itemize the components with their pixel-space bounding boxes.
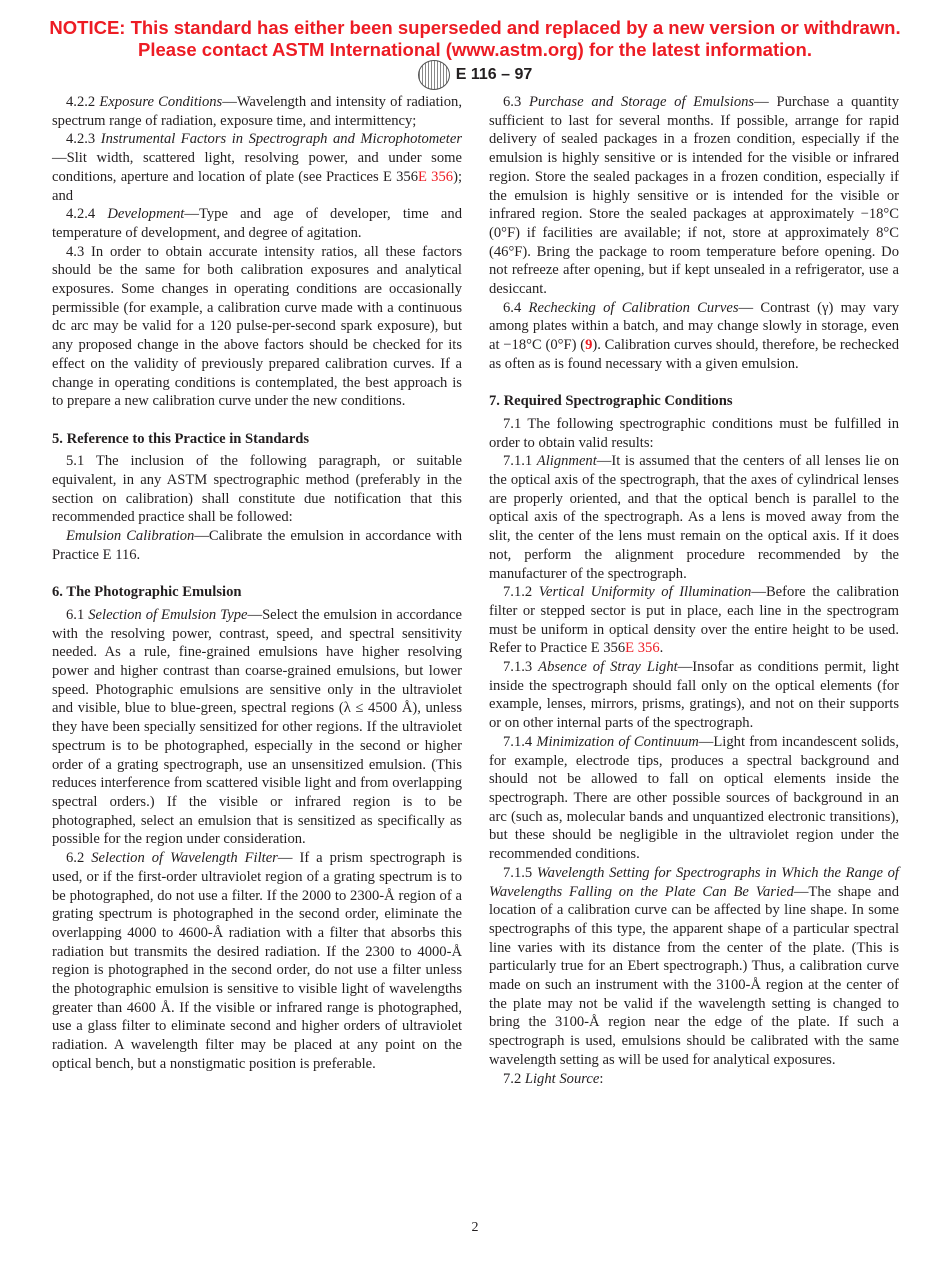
section-heading	[489, 392, 899, 411]
paragraph-title: Wavelength Setting for Spectrographs in Which the Range of Wavelengths Falling on the Plate Can Be Varied	[489, 864, 899, 900]
reference-link[interactable]: E 356	[625, 640, 660, 657]
paragraph	[489, 658, 899, 733]
right-column	[489, 93, 899, 1088]
paragraph-title: Vertical Uniformity of Illumination	[538, 584, 752, 601]
paragraph	[52, 93, 462, 130]
standard-designation: E 116 – 97	[455, 66, 533, 84]
text-run: 7.1 The following spectrographic conditions must be fulfilled in order to obtain valid results:	[489, 415, 899, 451]
text-run: 7. Required Spectrographic Conditions	[489, 393, 733, 410]
text-run: ). Calibration curves should, therefore, be rechecked as often as is found necessary with a given emulsion.	[489, 337, 900, 372]
supersede-notice	[0, 17, 950, 61]
text-run: 5. Reference to this Practice in Standards	[52, 430, 310, 447]
reference-link[interactable]: 9	[585, 337, 593, 354]
text-run: —Insofar as conditions permit, light inside the spectrograph should fall only on the optical elements (for example, lenses, mirrors, prisms, gratings), and not on their supports or on other internal parts of the spectrograph.	[489, 659, 899, 732]
paragraph	[52, 849, 462, 1073]
text-run: 4.3 In order to obtain accurate intensity ratios, all these factors should be the same for both calibration exposures and analytical exposures. Some changes in operating conditions are occasionally permissible (for example, a calibration curve made with a continuous dc arc may be valid for a 120 pulse-per-second spark exposure), but any proposed change in the above factors should be checked for its effect on the validity of previously prepared calibration curves. If a change in operating conditions is contemplated, the best approach is to prepare a new calibration curve under the new conditions.	[52, 243, 462, 410]
paragraph-title: Instrumental Factors in Spectrograph and Microphotometer	[100, 131, 462, 148]
text-run: 6.3	[503, 94, 530, 110]
paragraph	[489, 583, 899, 658]
text-run: —Before the calibration filter or stepped sector is put in place, each line in the spectrogram must be uniform in optical density over the entire height to be used. Refer to Practice E 356	[489, 584, 899, 657]
paragraph-title: Minimization of Continuum	[536, 733, 699, 750]
reference-link[interactable]: E 356	[418, 168, 454, 185]
text-run: 4.2.3	[66, 131, 101, 148]
paragraph-title: Exposure Conditions	[99, 94, 223, 110]
paragraph	[52, 527, 462, 564]
text-run: 4.2.2	[66, 94, 100, 110]
text-run: 6.1	[66, 606, 89, 623]
paragraph	[489, 93, 899, 299]
text-run: 6.2	[66, 850, 92, 867]
text-run: — Contrast (γ) may vary among plates within a batch, and may change slowly in storage, even at −18°C (0°F) (	[489, 299, 899, 354]
text-run: 7.1.5	[503, 864, 537, 881]
text-run: —Wavelength and intensity of radiation, spectrum range of radiation, exposure time, and intermittency;	[52, 94, 462, 129]
text-run: —The shape and location of a calibration curve can be affected by line shape. In some spectrographs of this type, the apparent shape of a particular spectral line varies with its distance from the center of the plate. (This is particularly true for an Ebert spectrograph.) Thus, a calibration curve made on such an instrument with the 3100-Å region at the center of the plate may not be valid if the wavelength setting is changed to bring the 3100-Å region near the edge of the plate. If such a spectrograph is used, emulsions should be calibrated with the same wavelength setting as will be used for analytical exposures.	[489, 883, 899, 1068]
paragraph-title: Alignment	[536, 453, 597, 470]
paragraph-title: Light Source	[524, 1070, 600, 1087]
paragraph-title: Selection of Wavelength Filter	[91, 850, 278, 867]
text-run: 6.4	[503, 299, 529, 316]
paragraph-title: Absence of Stray Light	[538, 659, 678, 676]
text-run: 7.1.4	[503, 733, 537, 750]
section-heading	[52, 430, 462, 449]
text-run: —It is assumed that the centers of all lenses lie on the optical axis of the spectrograph, that the axes of cylindrical lenses are properly oriented, and that the optical bench is parallel to the optical axis of the spectrograph. As a lens is moved away from the slit, the center of the lens must remain on the optical axis. If it does not, perform the alignment procedure recommended by the manufacturer of the spectrograph.	[489, 453, 899, 582]
text-run: 6. The Photographic Emulsion	[52, 584, 242, 601]
page-number: 2	[471, 1220, 479, 1235]
paragraph	[489, 864, 899, 1070]
page-header	[0, 60, 950, 90]
paragraph-title: Selection of Emulsion Type	[88, 606, 248, 623]
text-run: — If a prism spectrograph is used, or if the first-order ultraviolet region of a grating spectrum is to be photographed, do not use a filter. If the 2000 to 2300-Å region of a grating spectrum is photographed in the second order, eliminate the overlapping 4000 to 4600-Å radiation with a filter that absorbs this radiation but transmits the desired radiation. If the 2300 to 4000-Å region is photographed in the second order, do not use a filter unless the photographic emulsion is sensitive to visible light of wavelengths greater than 4600 Å. If the visible or infrared range is photographed, use a glass filter to eliminate second and higher orders of ultraviolet radiation. A wavelength filter may be placed at any point on the optical bench, but a nonstigmatic position is preferable.	[52, 850, 462, 1072]
text-run: 5.1 The inclusion of the following paragraph, or suitable equivalent, in any ASTM spectrographic method (preferably in the section on calibration) shall constitute due notification that this recommended practice shall be followed:	[52, 453, 462, 526]
paragraph	[52, 243, 462, 411]
notice-line-1: NOTICE: This standard has either been superseded and replaced by a new version or withdrawn.	[49, 17, 901, 38]
text-run: ); and	[52, 168, 462, 204]
paragraph	[489, 415, 899, 452]
paragraph	[52, 452, 462, 527]
text-run: —Select the emulsion in accordance with the resolving power, contrast, speed, and spectral sensitivity needed. As a rule, fine-grained emulsions have higher resolving power and higher contrast than coarse-grained emulsions, but lower speed. Photographic emulsions are sensitive only in the ultraviolet and visible, blue to blue-green, spectral regions (λ ≤ 4500 Å), unless they have been specially sensitized for other regions. If the ultraviolet spectrum is to be photographed, especially in the second or higher order of a grating spectrograph, use an unsensitized emulsion. (This reduces interference from scattered visible light and from overlapping spectral orders.) If the visible or infrared region is to be photographed, select an emulsion that is sensitized as specifically as possible for the region under consideration.	[52, 606, 462, 848]
text-run: 4.2.4	[66, 206, 108, 223]
text-run: :	[599, 1070, 604, 1087]
paragraph-title: Emulsion Calibration	[66, 528, 195, 545]
text-run: —Type and age of developer, time and temperature of development, and degree of agitation.	[52, 206, 462, 241]
text-run: —Slit width, scattered light, resolving power, and under some conditions, aperture and location of plate (see Practices E 356	[52, 150, 462, 185]
paragraph	[489, 452, 899, 583]
text-run: 7.1.1	[503, 453, 537, 470]
text-run: 7.1.3	[503, 659, 539, 676]
paragraph-title: Development	[107, 206, 185, 223]
paragraph	[489, 733, 899, 864]
left-column	[52, 93, 462, 1074]
astm-logo-icon	[418, 60, 450, 90]
paragraph	[489, 299, 899, 374]
text-run: —Calibrate the emulsion in accordance with Practice E 116.	[52, 528, 462, 563]
text-run: — Purchase a quantity sufficient to last for several months. If possible, arrange for rapid delivery of sealed packages in a frozen condition, especially if the emulsion is highly sensitive or is intended for the visible or infrared region. Store the sealed packages in a frozen condition, especially if the emulsion is highly sensitive or is intended for the visible or infrared region. Store the sealed packages at approximately −18°C (0°F) if facilities are available; if not, store at approximately 8°C (46°F). Bring the package to room temperature before opening. Do not refreeze after opening, but if kept unsealed in a refrigerator, use a desiccant.	[489, 94, 900, 298]
paragraph	[52, 606, 462, 849]
notice-line-2: Please contact ASTM International (www.astm.org) for the latest information.	[138, 39, 812, 60]
paragraph	[52, 130, 462, 205]
paragraph	[489, 1070, 899, 1089]
section-heading	[52, 583, 462, 602]
text-run: —Light from incandescent solids, for example, electrode tips, produces a spectral background and should not be allowed to fall on optical elements inside the spectrograph. There are other possible sources of background in an arc (such as, molecular bands and unquantized electronic transitions), but these should be negligible in the ultraviolet region under the recommended conditions.	[489, 733, 899, 863]
paragraph-title: Purchase and Storage of Emulsions	[529, 94, 755, 110]
text-run: .	[659, 640, 664, 657]
paragraph-title: Rechecking of Calibration Curves	[528, 299, 739, 316]
paragraph	[52, 205, 462, 242]
text-run: 7.2	[503, 1070, 525, 1087]
text-run: 7.1.2	[503, 584, 539, 601]
